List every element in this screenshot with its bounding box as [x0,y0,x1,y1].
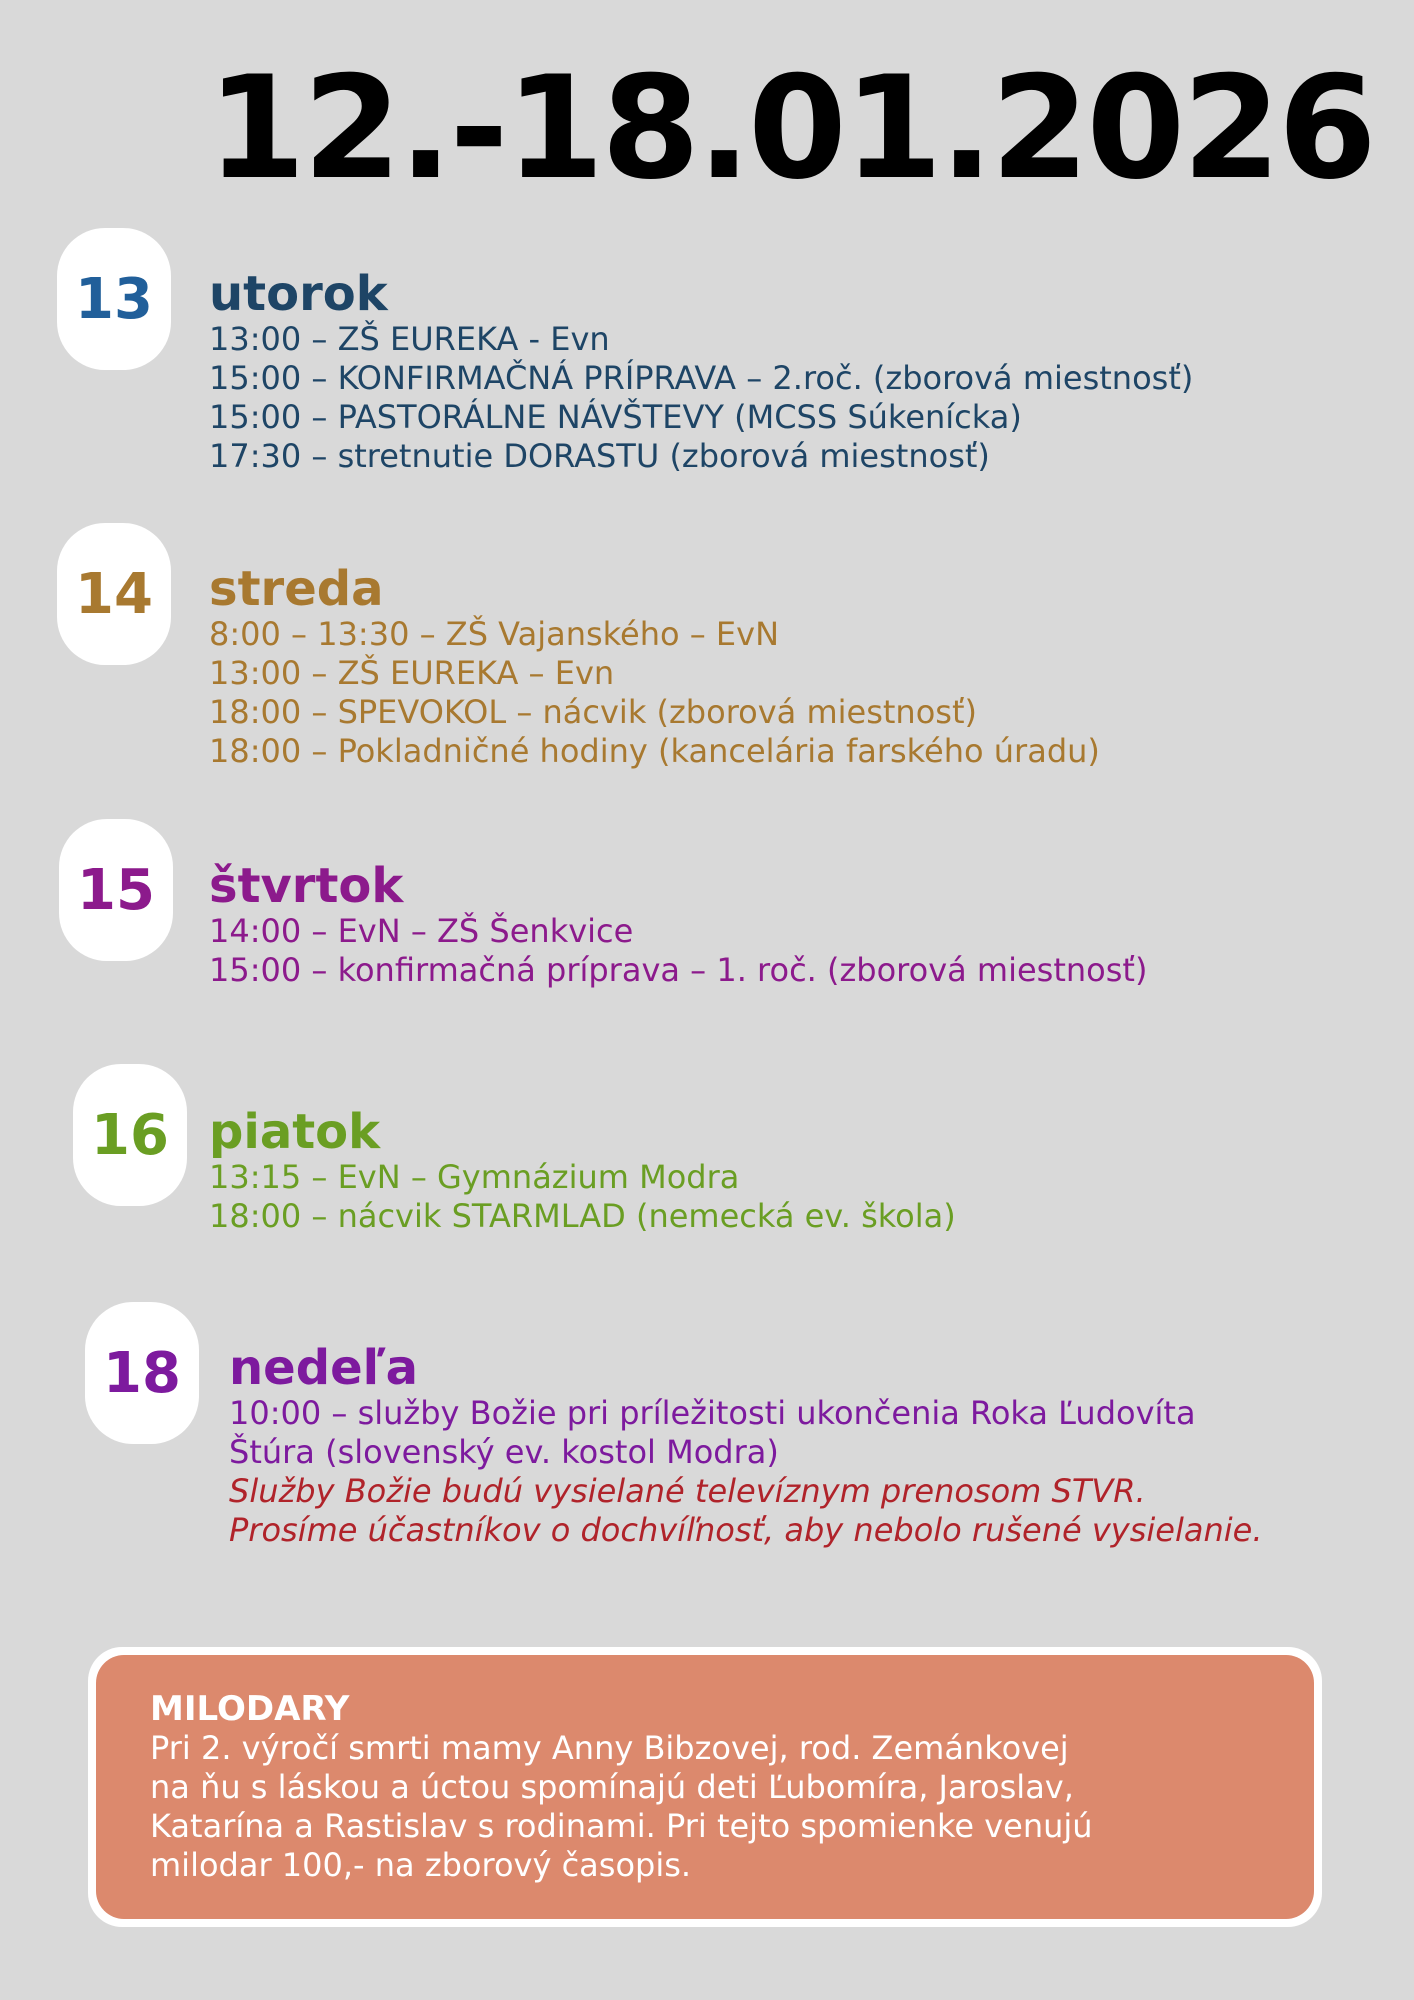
day-block-piatok [209,1104,956,1236]
day-badge-18: 18 [85,1302,199,1444]
broadcast-note: Prosíme účastníkov o dochvíľnosť, aby nebolo rušené vysielanie. [229,1511,1263,1549]
event-line: 15:00 – konfirmačná príprava – 1. roč. (zborová miestnosť) [209,951,1148,989]
milodary-text: Pri 2. výročí smrti mamy Anny Bibzovej, rod. Zemánkovej na ňu s láskou a úctou spomínajú deti Ľubomíra, Jaroslav, Katarína a Rastislav s rodinami. Pri tejto spomienke venujú milodar 100,- na zborový časopis. [150,1729,1093,1884]
event-line: 10:00 – služby Božie pri príležitosti ukončenia Roka Ľudovíta [229,1394,1196,1432]
page-title: 12.-18.01.2026 [207,46,1374,211]
day-block-nedela [229,1340,1263,1550]
day-badge-13: 13 [57,228,171,370]
event-line: 17:30 – stretnutie DORASTU (zborová miestnosť) [209,437,990,475]
event-line: 15:00 – KONFIRMAČNÁ PRÍPRAVA – 2.roč. (zborová miestnosť) [209,359,1194,397]
broadcast-note: Služby Božie budú vysielané televíznym prenosom STVR. [229,1472,1146,1510]
event-line: Štúra (slovenský ev. kostol Modra) [229,1433,779,1471]
day-badge-14: 14 [57,523,171,665]
day-badge-16: 16 [73,1064,187,1206]
day-block-utorok [209,266,1194,476]
milodary-title: MILODARY [150,1689,350,1729]
milodary-box [96,1655,1314,1919]
day-name: štvrtok [209,858,404,914]
day-name: streda [209,561,384,617]
event-line: 13:00 – ZŠ EUREKA - Evn [209,320,610,358]
event-line: 18:00 – SPEVOKOL – nácvik (zborová miestnosť) [209,693,977,731]
event-line: 13:00 – ZŠ EUREKA – Evn [209,654,615,692]
event-line: 14:00 – EvN – ZŠ Šenkvice [209,912,634,950]
day-name: piatok [209,1104,381,1160]
event-line: 8:00 – 13:30 – ZŠ Vajanského – EvN [209,615,780,653]
day-block-streda [209,561,1100,771]
day-block-stvrtok [209,858,1148,990]
event-line: 18:00 – nácvik STARMLAD (nemecká ev. škola) [209,1197,956,1235]
day-badge-15: 15 [59,819,173,961]
day-name: nedeľa [229,1340,419,1396]
event-line: 13:15 – EvN – Gymnázium Modra [209,1158,740,1196]
event-line: 18:00 – Pokladničné hodiny (kancelária farského úradu) [209,732,1100,770]
milodary-frame [88,1647,1322,1927]
day-name: utorok [209,266,388,322]
event-line: 15:00 – PASTORÁLNE NÁVŠTEVY (MCSS Súkenícka) [209,398,1022,436]
